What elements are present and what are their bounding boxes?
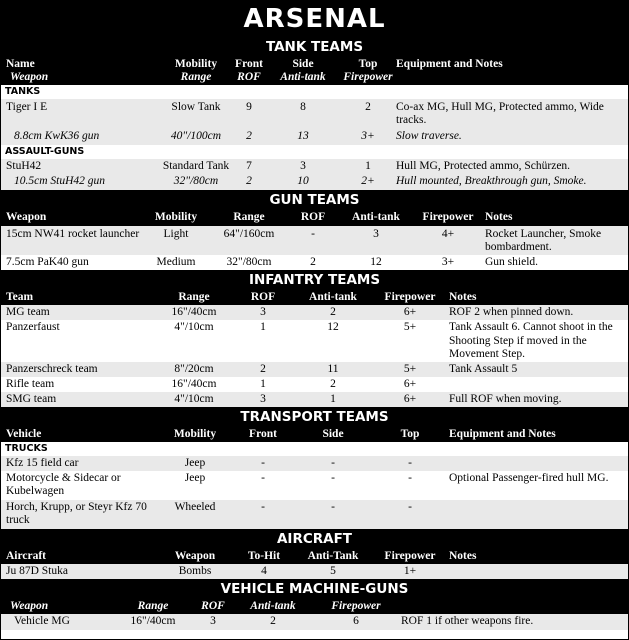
transport-row	[1, 500, 628, 529]
team-antitank: 2	[330, 306, 336, 318]
team-antitank: 11	[327, 363, 339, 375]
gun-mobility: Medium	[156, 256, 196, 268]
header-aircraft: Aircraft	[6, 550, 47, 562]
header-antitank: Anti-tank	[352, 211, 400, 223]
vehicle-name: StuH42	[6, 160, 42, 172]
page-title: ARSENAL	[1, 1, 628, 37]
weapon-notes: Hull mounted, Breakthrough gun, Smoke.	[396, 175, 587, 187]
weapon-antitank: 10	[297, 175, 309, 187]
transport-front: -	[261, 501, 265, 513]
aircraft-heading: AIRCRAFT	[1, 529, 628, 549]
weapon-row-stuh42	[1, 174, 628, 190]
weapon-range: 32"/80cm	[173, 175, 219, 187]
header-equipment-notes: Equipment and Notes	[449, 428, 556, 440]
vehicle-mg-header	[1, 599, 628, 614]
vmg-rof: 3	[210, 615, 216, 627]
gun-range: 32"/80cm	[226, 256, 272, 268]
team-range: 16"/40cm	[171, 378, 217, 390]
weapon-row-tiger	[1, 129, 628, 145]
transport-top: -	[408, 457, 412, 469]
armour-top: 2	[365, 101, 371, 113]
infantry-row	[1, 362, 628, 377]
header-firepower: Firepower	[384, 291, 436, 303]
team-range: 4"/10cm	[174, 393, 214, 405]
infantry-row	[1, 392, 628, 407]
header-equipment-notes: Equipment and Notes	[396, 58, 503, 70]
tank-teams-heading: TANK TEAMS	[1, 37, 628, 57]
team-range: 8"/20cm	[174, 363, 214, 375]
vmg-weapon: Vehicle MG	[14, 615, 70, 627]
team-notes: ROF 2 when pinned down.	[449, 306, 574, 318]
team-name: Panzerfaust	[6, 321, 60, 333]
header-rof: ROF	[201, 600, 225, 612]
team-notes: Tank Assault 6. Cannot shoot in the Shooting Step if moved in the Movement Step.	[449, 321, 613, 360]
aircraft-antitank: 5	[330, 565, 336, 577]
team-rof: 1	[260, 378, 266, 390]
team-rof: 3	[260, 306, 266, 318]
team-antitank: 12	[327, 321, 339, 333]
header-mobility: Mobility	[173, 428, 217, 440]
header-mobility: Mobility	[174, 58, 218, 70]
header-notes: Notes	[449, 550, 477, 562]
team-rof: 1	[260, 321, 266, 333]
gun-rof: 2	[310, 256, 316, 268]
team-notes: Tank Assault 5	[449, 363, 518, 375]
header-range: Range	[178, 291, 210, 303]
transport-notes: Optional Passenger-fired hull MG.	[449, 472, 609, 484]
vehicle-notes: Hull MG, Protected ammo, Schürzen.	[396, 160, 571, 172]
header-weapon: Weapon	[174, 550, 216, 562]
transport-side: -	[331, 501, 335, 513]
transport-front: -	[261, 457, 265, 469]
transport-vehicle: Kfz 15 field car	[6, 457, 79, 469]
vehicle-mg-row	[1, 614, 628, 630]
gun-firepower: 4+	[441, 228, 455, 240]
header-weapon: Weapon	[10, 600, 49, 612]
weapon-rof: 2	[246, 130, 252, 142]
vmg-antitank: 2	[270, 615, 276, 627]
header-name: Name	[6, 58, 35, 70]
header-firepower: Firepower	[331, 600, 381, 612]
transport-vehicle: Motorcycle & Sidecar or Kubelwagen	[6, 472, 121, 497]
header-to-hit: To-Hit	[247, 550, 281, 562]
tank-row-stuh42	[1, 159, 628, 174]
header-weapon: Weapon	[10, 71, 49, 83]
header-weapon: Weapon	[6, 211, 47, 223]
team-firepower: 5+	[403, 321, 417, 333]
armour-front: 9	[246, 101, 252, 113]
transport-teams-header	[1, 427, 628, 442]
team-firepower: 6+	[403, 306, 417, 318]
gun-weapon: 7.5cm PaK40 gun	[6, 256, 89, 268]
aircraft-weapon: Bombs	[178, 565, 212, 577]
weapon-rof: 2	[246, 175, 252, 187]
infantry-teams-heading: INFANTRY TEAMS	[1, 270, 628, 290]
infantry-teams-header	[1, 290, 628, 305]
vehicle-name: Tiger I E	[6, 101, 48, 113]
transport-vehicle: Horch, Krupp, or Steyr Kfz 70 truck	[6, 501, 147, 526]
aircraft-name: Ju 87D Stuka	[6, 565, 68, 577]
header-antitank: Anti-tank	[250, 600, 296, 612]
team-range: 16"/40cm	[171, 306, 217, 318]
vehicle-mg-heading: VEHICLE MACHINE-GUNS	[1, 579, 628, 599]
weapon-name: 10.5cm StuH42 gun	[14, 175, 106, 187]
group-label-tanks: TANKS	[1, 85, 628, 99]
weapon-name: 8.8cm KwK36 gun	[14, 130, 100, 142]
aircraft-header	[1, 549, 628, 564]
team-rof: 2	[260, 363, 266, 375]
gun-notes: Gun shield.	[485, 256, 539, 268]
weapon-firepower: 2+	[361, 175, 375, 187]
team-name: SMG team	[6, 393, 57, 405]
infantry-row	[1, 377, 628, 392]
header-side: Side	[292, 58, 314, 70]
vehicle-notes: Co-ax MG, Hull MG, Protected ammo, Wide tracks.	[396, 101, 604, 126]
header-range: Range	[233, 211, 265, 223]
header-side: Side	[322, 428, 344, 440]
armour-top: 1	[365, 160, 371, 172]
weapon-antitank: 13	[297, 130, 309, 142]
gun-weapon: 15cm NW41 rocket launcher	[6, 228, 140, 240]
transport-row	[1, 456, 628, 471]
header-firepower: Firepower	[384, 550, 436, 562]
transport-mobility: Wheeled	[174, 501, 216, 513]
gun-mobility: Light	[163, 228, 189, 240]
header-firepower: Firepower	[343, 71, 393, 83]
gun-row	[1, 255, 628, 270]
header-antitank: Anti-tank	[280, 71, 326, 83]
vehicle-mobility: Slow Tank	[171, 101, 221, 113]
transport-row	[1, 471, 628, 500]
aircraft-row	[1, 564, 628, 579]
weapon-notes: Slow traverse.	[396, 130, 462, 142]
gun-row	[1, 226, 628, 255]
header-team: Team	[6, 291, 34, 303]
header-mobility: Mobility	[154, 211, 198, 223]
transport-side: -	[331, 457, 335, 469]
team-antitank: 2	[330, 378, 336, 390]
group-label-assault-guns: ASSAULT-GUNS	[1, 145, 628, 159]
team-notes: Full ROF when moving.	[449, 393, 562, 405]
aircraft-to-hit: 4	[261, 565, 267, 577]
gun-rof: -	[311, 228, 315, 240]
transport-top: -	[408, 472, 412, 484]
gun-range: 64"/160cm	[223, 228, 275, 240]
group-label-trucks: TRUCKS	[1, 442, 628, 456]
header-rof: ROF	[250, 291, 276, 303]
header-rof: ROF	[237, 71, 261, 83]
aircraft-firepower: 1+	[403, 565, 417, 577]
header-top: Top	[358, 58, 378, 70]
armour-side: 8	[300, 101, 306, 113]
vmg-firepower: 6	[353, 615, 359, 627]
transport-teams-heading: TRANSPORT TEAMS	[1, 407, 628, 427]
weapon-firepower: 3+	[361, 130, 375, 142]
header-firepower: Firepower	[422, 211, 474, 223]
tank-row-tiger	[1, 99, 628, 129]
team-name: MG team	[6, 306, 50, 318]
infantry-row	[1, 305, 628, 320]
header-top: Top	[400, 428, 420, 440]
transport-top: -	[408, 501, 412, 513]
team-antitank: 1	[330, 393, 336, 405]
team-firepower: 6+	[403, 393, 417, 405]
header-front: Front	[249, 428, 277, 440]
header-range: Range	[137, 600, 169, 612]
team-firepower: 6+	[403, 378, 417, 390]
team-rof: 3	[260, 393, 266, 405]
header-rof: ROF	[300, 211, 326, 223]
armour-side: 3	[300, 160, 306, 172]
header-range: Range	[180, 71, 212, 83]
team-firepower: 5+	[403, 363, 417, 375]
gun-teams-header	[1, 210, 628, 226]
header-antitank: Anti-tank	[309, 291, 357, 303]
weapon-range: 40"/100cm	[170, 130, 222, 142]
header-front: Front	[235, 58, 263, 70]
gun-firepower: 3+	[441, 256, 455, 268]
transport-side: -	[331, 472, 335, 484]
gun-teams-heading: GUN TEAMS	[1, 190, 628, 210]
header-notes: Notes	[485, 211, 513, 223]
armour-front: 7	[246, 160, 252, 172]
transport-mobility: Jeep	[184, 457, 206, 469]
gun-antitank: 3	[373, 228, 379, 240]
team-range: 4"/10cm	[174, 321, 214, 333]
transport-front: -	[261, 472, 265, 484]
gun-notes: Rocket Launcher, Smoke bombardment.	[485, 228, 602, 253]
vmg-notes: ROF 1 if other weapons fire.	[401, 615, 534, 627]
team-name: Panzerschreck team	[6, 363, 98, 375]
vmg-range: 16"/40cm	[130, 615, 176, 627]
infantry-row	[1, 320, 628, 362]
vehicle-mobility: Standard Tank	[162, 160, 230, 172]
header-antitank: Anti-Tank	[307, 550, 359, 562]
gun-antitank: 12	[370, 256, 382, 268]
header-vehicle: Vehicle	[6, 428, 42, 440]
tank-teams-header	[1, 57, 628, 85]
team-name: Rifle team	[6, 378, 55, 390]
header-notes: Notes	[449, 291, 477, 303]
transport-mobility: Jeep	[184, 472, 206, 484]
